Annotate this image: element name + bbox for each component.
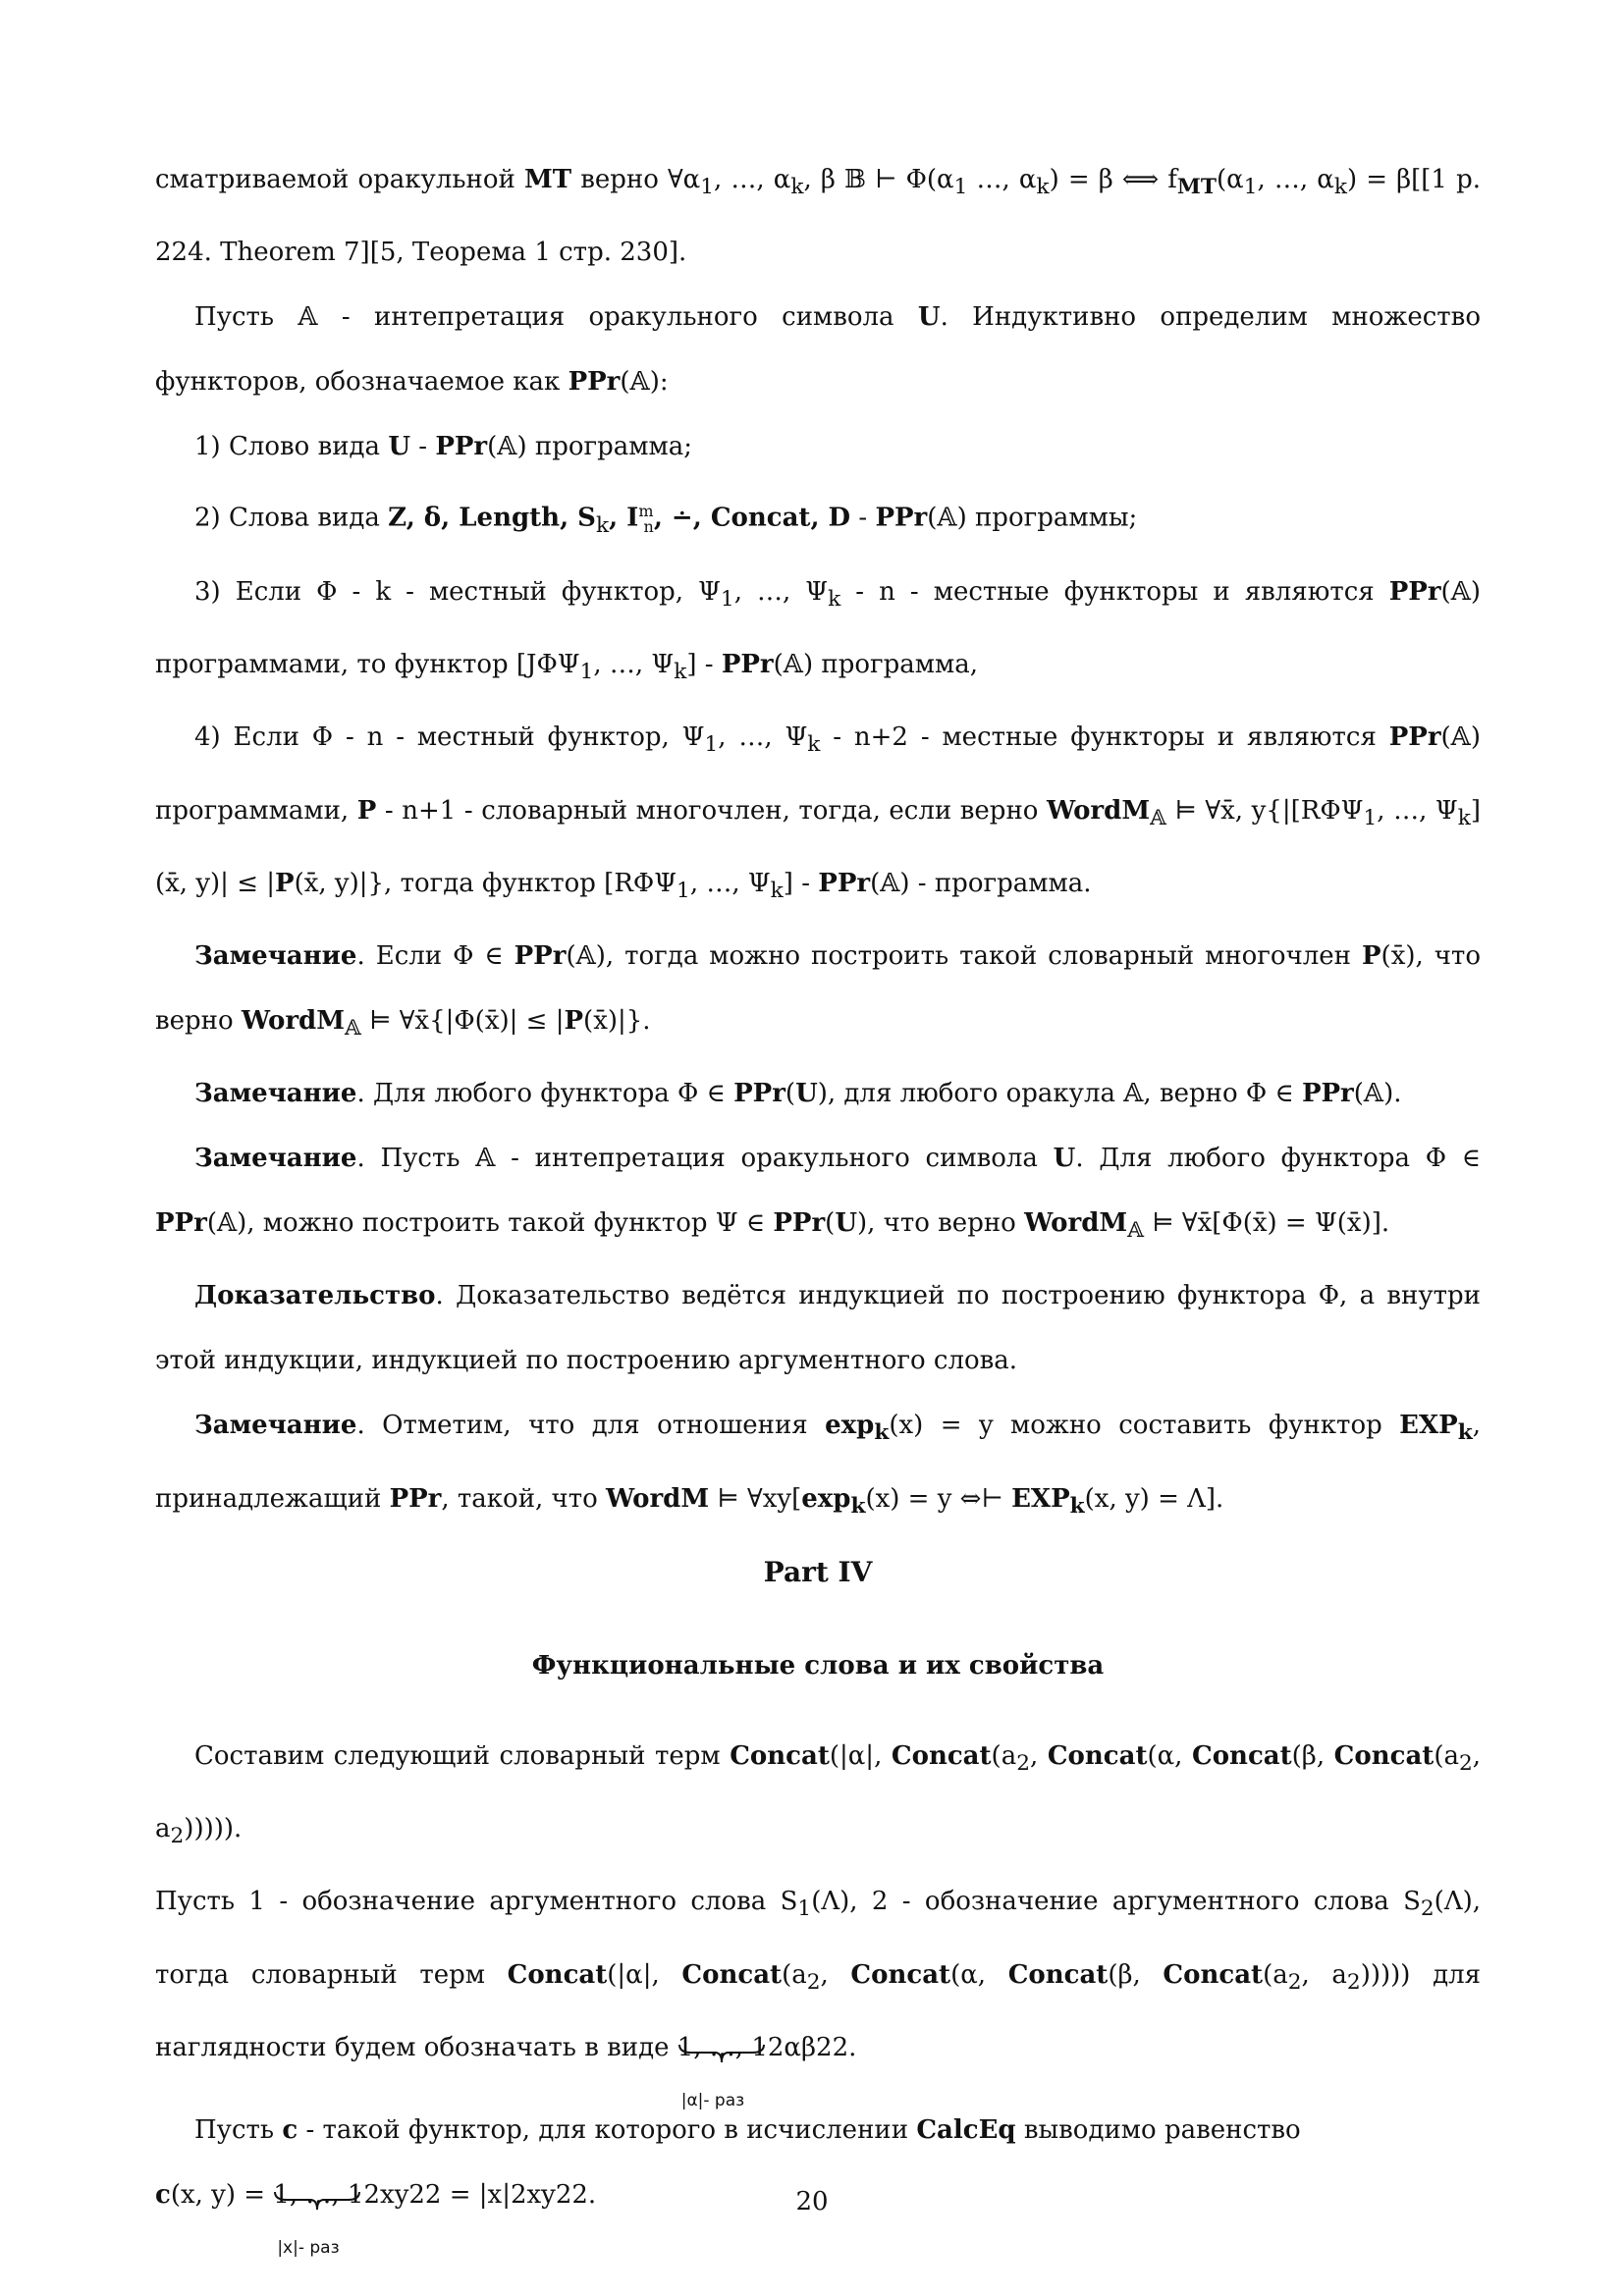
remark-4: Замечание. Отметим, что для отношения $\exp_k(x) = y$ можно составить функтор $EXP_k$, принадлежащий PPr, такой, что WordM ⊨ $\forall xy[\exp_k(x) = y$ ⇔⊢ $EXP_k(x$, y) = Λ]. — [155, 1411, 1481, 1519]
remark-3: Замечание. Пусть 𝔸 - интепретация оракульного символа U. Для любого функтора Φ ∈ PPr(𝔸), можно построить такой функтор Ψ ∈ PPr(U), что верно WordM$_𝔸$ ⊨ ∀x̄[Φ(x̄) = Ψ(x̄)]. — [155, 1144, 1481, 1244]
list-item-3: 3) Если Φ - k - местный функтор, $\Psi_1$, …, $\Psi_k$ - n - местные функторы и являются PPr(𝔸) программами, то функтор [$J\Phi\Psi_1$, …, $\Psi_k$] - PPr(𝔸) программа, — [155, 577, 1482, 685]
paragraph-notation: Пусть 1 - обозначение аргументного слова $S_1(\Lambda)$, 2 - обозначение аргументного слова $S_2(\Lambda)$, тогда словарный терм Concat(|α|, $Concat(a_2$, Concat(α, Concat(β, $Concat(a_2$, $a_2$))))) для наглядности будем обозначать в виде 1, …, 1 |α|- раз 2αβ22. — [155, 1887, 1482, 2110]
paragraph-ppr-definition: Пусть 𝔸 - интепретация оракульного символа U. Индуктивно определим множество функторов, обозначаемое как PPr(𝔸): — [155, 302, 1481, 398]
remark-1: Замечание. Если Φ ∈ PPr(𝔸), тогда можно построить такой словарный многочлен P(x̄), что верно WordM$_𝔸$ ⊨ ∀x̄{|Φ(x̄)| ≤ |P(x̄)|}. — [155, 940, 1481, 1041]
list-item-1: 1) Слово вида U - PPr(𝔸) программа; — [194, 432, 692, 462]
paragraph-concat-term: Составим следующий словарный терм Concat(|α|, $Concat(a_2$, Concat(α, Concat(β, $Concat(a_2$, $a_2$))))). — [155, 1741, 1482, 1849]
list-item-2: 2) Слова вида Z, δ, Length, $S_k$, $I^m_n$, ∸, Concat, D - PPr(𝔸) программы; — [194, 502, 1138, 539]
remark-2: Замечание. Для любого функтора Φ ∈ PPr(U), для любого оракула 𝔸, верно Φ ∈ PPr(𝔸). — [194, 1079, 1402, 1109]
part-heading: Part IV — [763, 1556, 873, 1588]
list-item-4: 4) Если Φ - n - местный функтор, $\Psi_1$, …, $\Psi_k - n+2$ - местные функторы и являются PPr(𝔸) программами, P - n+1 - словарный многочлен, тогда, если верно WordM$_𝔸$ ⊨ ∀x̄, $y\{|[R\Phi\Psi_1$, …, $\Psi_k](x̄$, y)| ≤ |P(x̄, y)|}, тогда функтор [$R\Phi\Psi_1$, …, $\Psi_k$] - PPr(𝔸) - программа. — [155, 722, 1481, 903]
underbrace-alpha: 1, …, 1 |α|- раз — [677, 2032, 768, 2110]
underbrace-x: 1, …, 1 |x|- раз — [273, 2179, 364, 2258]
paragraph-oracle-mt: сматриваемой оракульной MT верно $\forall\alpha_1$, …, $\alpha_k$, β 𝔹 ⊢ $\Phi(\alpha_1$ …, $\alpha_k) = \beta$ ⟺ $f_{MT}(\alpha_1$, …, $\alpha_k) = \beta[[1$ p. 224. Theorem 7][5, Теорема 1 стр. 230]. — [155, 165, 1481, 268]
equation-c: c(x, y) = 1, …, 1 |x|- раз 2xy22 = |x|2xy22. — [155, 2163, 1481, 2227]
section-title: Функциональные слова и их свойства — [531, 1651, 1105, 1681]
paragraph-c-functor: Пусть c - такой функтор, для которого в исчислении CalcEq выводимо равенство — [194, 2114, 1301, 2145]
page-number: 20 — [795, 2187, 829, 2216]
underbrace-icon — [677, 2043, 766, 2064]
section-body — [155, 1724, 1482, 2258]
proof: Доказательство. Доказательство ведётся индукцией по построению функтора Φ, а внутри этой индукции, индукцией по построению аргументного слова. — [155, 1281, 1481, 1376]
